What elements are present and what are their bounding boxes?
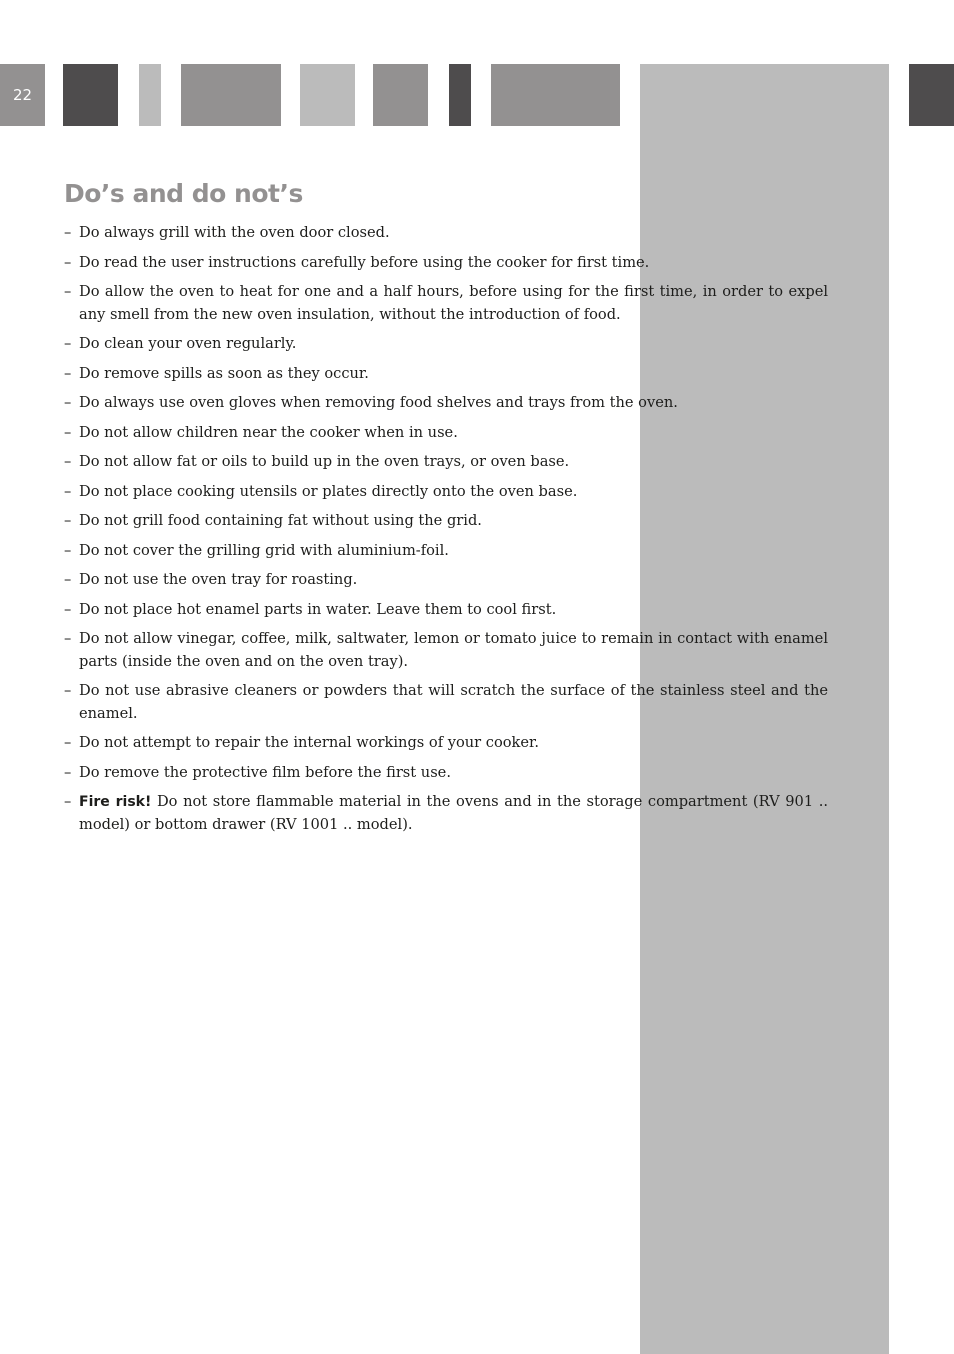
list-item-text: Do not attempt to repair the internal workings of your cooker. xyxy=(79,734,540,751)
list-item xyxy=(64,363,828,386)
header-block xyxy=(449,64,471,126)
header-block xyxy=(491,64,620,126)
list-item-text: Do not allow fat or oils to build up in the oven trays, or oven base. xyxy=(79,453,570,470)
dos-and-donts-list xyxy=(64,222,828,836)
bullet-dash: – xyxy=(64,600,72,618)
warning-item xyxy=(64,791,828,836)
list-item xyxy=(64,732,828,755)
list-item xyxy=(64,252,828,275)
list-item-text: Do always grill with the oven door closed. xyxy=(79,224,390,241)
bullet-dash: – xyxy=(64,283,72,300)
bullet-dash: – xyxy=(64,571,72,588)
list-item xyxy=(64,628,828,673)
header-block xyxy=(181,64,281,126)
fire-risk-label: Fire risk! xyxy=(79,794,152,810)
list-item xyxy=(64,540,828,563)
list-item xyxy=(64,481,828,504)
list-item-text: Do not use the oven tray for roasting. xyxy=(79,571,358,588)
bullet-dash: – xyxy=(64,482,72,500)
list-item-text: Do not place cooking utensils or plates directly onto the oven base. xyxy=(79,482,578,500)
bullet-dash: – xyxy=(64,763,72,781)
list-item-text: Do not allow vinegar, coffee, milk, saltwater, lemon or tomato juice to remain in contact with enamel parts (inside the oven and on the oven tray). xyxy=(79,630,828,670)
bullet-dash: – xyxy=(64,253,72,271)
list-item xyxy=(64,333,828,356)
header-block xyxy=(63,64,118,126)
header-block xyxy=(909,64,954,126)
header-block xyxy=(300,64,355,126)
list-item-text: Do not allow children near the cooker when in use. xyxy=(79,423,458,441)
list-item xyxy=(64,281,828,326)
page-number: 22 xyxy=(0,64,45,126)
list-item-text: Do clean your oven regularly. xyxy=(79,335,297,352)
bullet-dash: – xyxy=(64,734,72,751)
header-block xyxy=(373,64,428,126)
list-item xyxy=(64,451,828,474)
list-item xyxy=(64,599,828,622)
warning-text: Do not store flammable material in the ovens and in the storage compartment (RV 901 .. model) or bottom drawer (RV 1001 .. model). xyxy=(79,793,828,833)
header-block xyxy=(139,64,161,126)
bullet-dash: – xyxy=(64,224,72,241)
bullet-dash: – xyxy=(64,541,72,559)
list-item xyxy=(64,222,828,245)
list-item xyxy=(64,680,828,725)
list-item-text: Do not grill food containing fat without using the grid. xyxy=(79,512,482,529)
bullet-dash: – xyxy=(64,453,72,470)
list-item-text: Do remove the protective film before the first use. xyxy=(79,763,451,781)
list-item xyxy=(64,510,828,533)
list-item xyxy=(64,392,828,415)
list-item-text: Do always use oven gloves when removing food shelves and trays from the oven. xyxy=(79,394,678,411)
content-area xyxy=(64,178,828,843)
list-item xyxy=(64,569,828,592)
bullet-dash: – xyxy=(64,793,72,810)
bullet-dash: – xyxy=(64,394,72,411)
list-item-text: Do not cover the grilling grid with aluminium-foil. xyxy=(79,541,449,559)
list-item xyxy=(64,422,828,445)
bullet-dash: – xyxy=(64,682,72,699)
bullet-dash: – xyxy=(64,423,72,441)
bullet-dash: – xyxy=(64,335,72,352)
bullet-dash: – xyxy=(64,630,72,647)
bullet-dash: – xyxy=(64,512,72,529)
list-item-text: Do not place hot enamel parts in water. Leave them to cool first. xyxy=(79,600,557,618)
bullet-dash: – xyxy=(64,364,72,382)
list-item-text: Do read the user instructions carefully before using the cooker for first time. xyxy=(79,253,650,271)
list-item-text: Do not use abrasive cleaners or powders that will scratch the surface of the stainless steel and the enamel. xyxy=(79,682,828,722)
list-item-text: Do allow the oven to heat for one and a half hours, before using for the first time, in order to expel any smell from the new oven insulation, without the introduction of food. xyxy=(79,283,828,323)
list-item-text: Do remove spills as soon as they occur. xyxy=(79,364,369,382)
page-title: Do’s and do not’s xyxy=(64,179,303,208)
list-item xyxy=(64,762,828,785)
